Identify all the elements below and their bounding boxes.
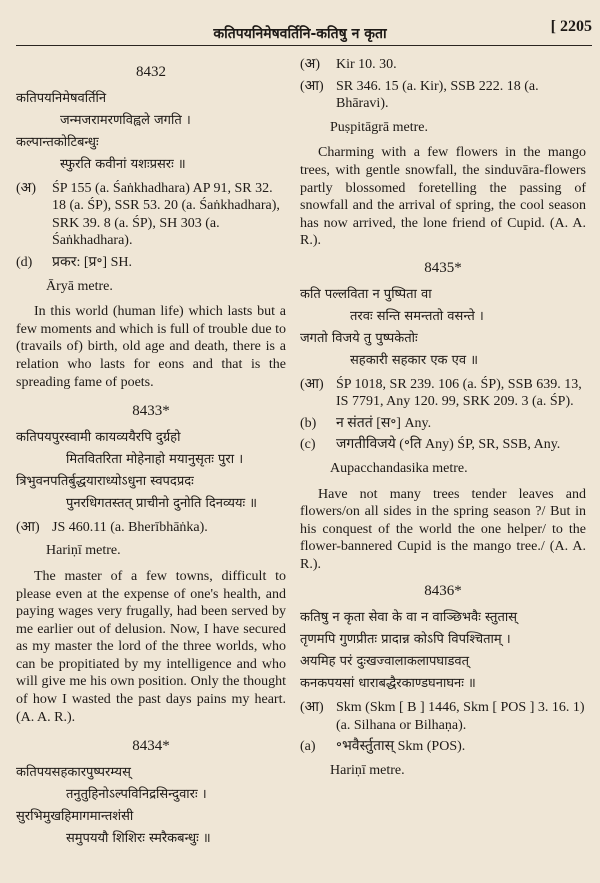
verse-line: पुनरधिगतस्तत् प्राचीनो दुनोति दिनव्ययः ॥	[66, 495, 258, 511]
verse-line: तनुतुहिनोऽल्पविनिद्रसिन्दुवारः ।	[66, 786, 207, 802]
attribution: (A. A. R.).	[16, 709, 76, 725]
page-header	[0, 8, 600, 48]
reference	[300, 56, 586, 74]
metre: Aupacchandasika metre.	[330, 460, 468, 476]
running-title: कतिपयनिमेषवर्तिनि-कतिषु न कृता	[213, 26, 387, 42]
metre: Hariṇī metre.	[330, 762, 405, 778]
metre: Āryā metre.	[46, 278, 113, 294]
reference-text: न संततं [स॰] Any.	[336, 415, 432, 431]
verse-number: 8433*	[132, 403, 170, 420]
reference-label: (d)	[16, 254, 33, 270]
reference-text: Kir 10. 30.	[336, 57, 397, 72]
translation	[300, 144, 586, 250]
reference-text: प्रकर: [प्र॰] SH.	[52, 254, 132, 270]
verse-line: तरवः सन्ति समन्ततो वसन्ते ।	[350, 308, 484, 324]
verse-line: कतिपयपुरस्वामी कायव्ययैरपि दुर्ग्रहो	[16, 429, 181, 445]
verse-text	[300, 607, 586, 695]
reference	[16, 180, 286, 250]
verse-line: जन्मजरामरणविह्वले जगति ।	[60, 112, 191, 128]
verse-text	[16, 762, 286, 850]
verse-text	[16, 88, 286, 176]
verse-number: 8436*	[424, 583, 462, 600]
verse-number: 8434*	[132, 738, 170, 755]
reference	[300, 436, 586, 454]
verse-line: कतिपयसहकारपुष्परम्यस्	[16, 764, 131, 780]
reference-text: जगतीविजये (॰ति Any) ŚP, SR, SSB, Any.	[336, 437, 561, 453]
translation-text: The master of a few towns, difficult to please even at the expense of one's health, and paying wages very frugally, had been served by me earlier out of delusion. Now, I have secured as my master the lord of the three worlds, who can be propitiated by my intelligence and who will give me his own position. Only the thought of how I wasted the past days pains my heart.	[16, 568, 286, 708]
reference	[16, 519, 286, 537]
verse-line: मितवितरिता मोहेनाहो मयानुसृतः पुरा ।	[66, 451, 244, 467]
reference	[300, 699, 586, 734]
left-column	[16, 52, 286, 850]
reference	[300, 738, 586, 756]
verse-line: तृणमपि गुणप्रीतः प्रादान्न कोऽपि विपश्चिताम् ।	[300, 632, 511, 648]
reference	[16, 254, 286, 272]
right-column	[300, 52, 586, 787]
reference-label: (अ)	[300, 57, 321, 72]
page-number: [ 2205	[550, 18, 592, 35]
translation	[16, 568, 286, 726]
reference-label: (b)	[300, 415, 317, 431]
verse-number: 8435*	[424, 259, 462, 276]
reference-text: SR 346. 15 (a. Kir), SSB 222. 18 (a. Bhāravi).	[336, 78, 539, 112]
translation: Have not many trees tender leaves and flowers/on all sides in the spring season ?/ But in his conquest of the world the one helper/ to the flower-bannered Cupid is the mango tree./ (A. A. R.).	[300, 486, 586, 572]
reference-text: Skm (Skm [ B ] 1446, Skm [ POS ] 3. 16. 1) (a. Silhana or Bilhaṇa).	[336, 700, 585, 733]
metre: Puṣpitāgrā metre.	[330, 119, 428, 135]
reference-text: ॰भवैर्स्तुतास् Skm (POS).	[336, 739, 466, 755]
verse-line: कति पल्लविता न पुष्पिता वा	[300, 286, 432, 302]
verse-line: कतिषु न कृता सेवा के वा न वाञ्छिभवैः स्तुतास्	[300, 610, 518, 626]
reference-label: (a)	[300, 739, 316, 755]
reference-label: (आ)	[300, 78, 324, 94]
verse-line: समुपययौ शिशिरः स्मरैकबन्धुः ॥	[66, 830, 211, 846]
verse-line: कनकपयसां धाराबद्धैरकाण्डघनाघनः ॥	[300, 676, 476, 692]
verse-line: स्फुरति कवीनां यशःप्रसरः ॥	[60, 156, 186, 172]
reference-label: (आ)	[16, 519, 40, 535]
verse-line: कतिपयनिमेषवर्तिनि	[16, 90, 107, 106]
reference-label: (आ)	[300, 700, 324, 716]
reference-label: (आ)	[300, 376, 324, 392]
verse-line: त्रिभुवनपतिर्बुद्धयाराध्योऽधुना स्वपदप्रदः	[16, 473, 194, 489]
reference	[300, 78, 586, 113]
reference-text: ŚP 1018, SR 239. 106 (a. ŚP), SSB 639. 13, IS 7791, Any 120. 99, SRK 209. 3 (a. ŚP).	[336, 376, 582, 410]
header-rule	[16, 45, 592, 46]
reference-label: (अ)	[16, 180, 37, 196]
verse-line: अयमिह परं दुःखज्वालाकलापघाडवत्	[300, 654, 470, 670]
verse-line: कल्पान्तकोटिबन्धुः	[16, 134, 99, 150]
attribution: (A. A. R.).	[300, 215, 586, 249]
reference-text: ŚP 155 (a. Śaṅkhadhara) AP 91, SR 32. 18 (a. ŚP), SSR 53. 20 (a. Śaṅkhadhara), SRK 39. 8 (a. ŚP), SH 303 (a. Śaṅkhadhara).	[52, 180, 280, 249]
reference	[300, 376, 586, 411]
verse-line: सुरभिमुखहिमागमान्तशंसी	[16, 808, 134, 824]
verse-line: सहकारी सहकार एक एव ॥	[350, 352, 478, 368]
verse-text	[300, 284, 586, 372]
verse-line: जगतो विजये तु पुष्पकेतोः	[300, 330, 418, 346]
translation: In this world (human life) which lasts but a few moments and which is full of trouble due to (travails of) birth, old age and death, there is a relation who lasts for eons and that is the spreading fame of poets.	[16, 304, 286, 390]
reference-label: (c)	[300, 437, 316, 453]
reference-text: JS 460.11 (a. Bherībhāṅka).	[52, 519, 208, 535]
translation-text: Charming with a few flowers in the mango trees, with gentle snowfall, the sinduvāra-flowers partly blossomed foretelling the passing of snowfall and the arrival of spring, the cool season has now arrived, the lone friend of Cupid.	[300, 145, 586, 231]
verse-text	[16, 427, 286, 515]
verse-number: 8432	[136, 64, 166, 80]
metre: Hariṇī metre.	[46, 543, 121, 559]
reference	[300, 415, 586, 433]
